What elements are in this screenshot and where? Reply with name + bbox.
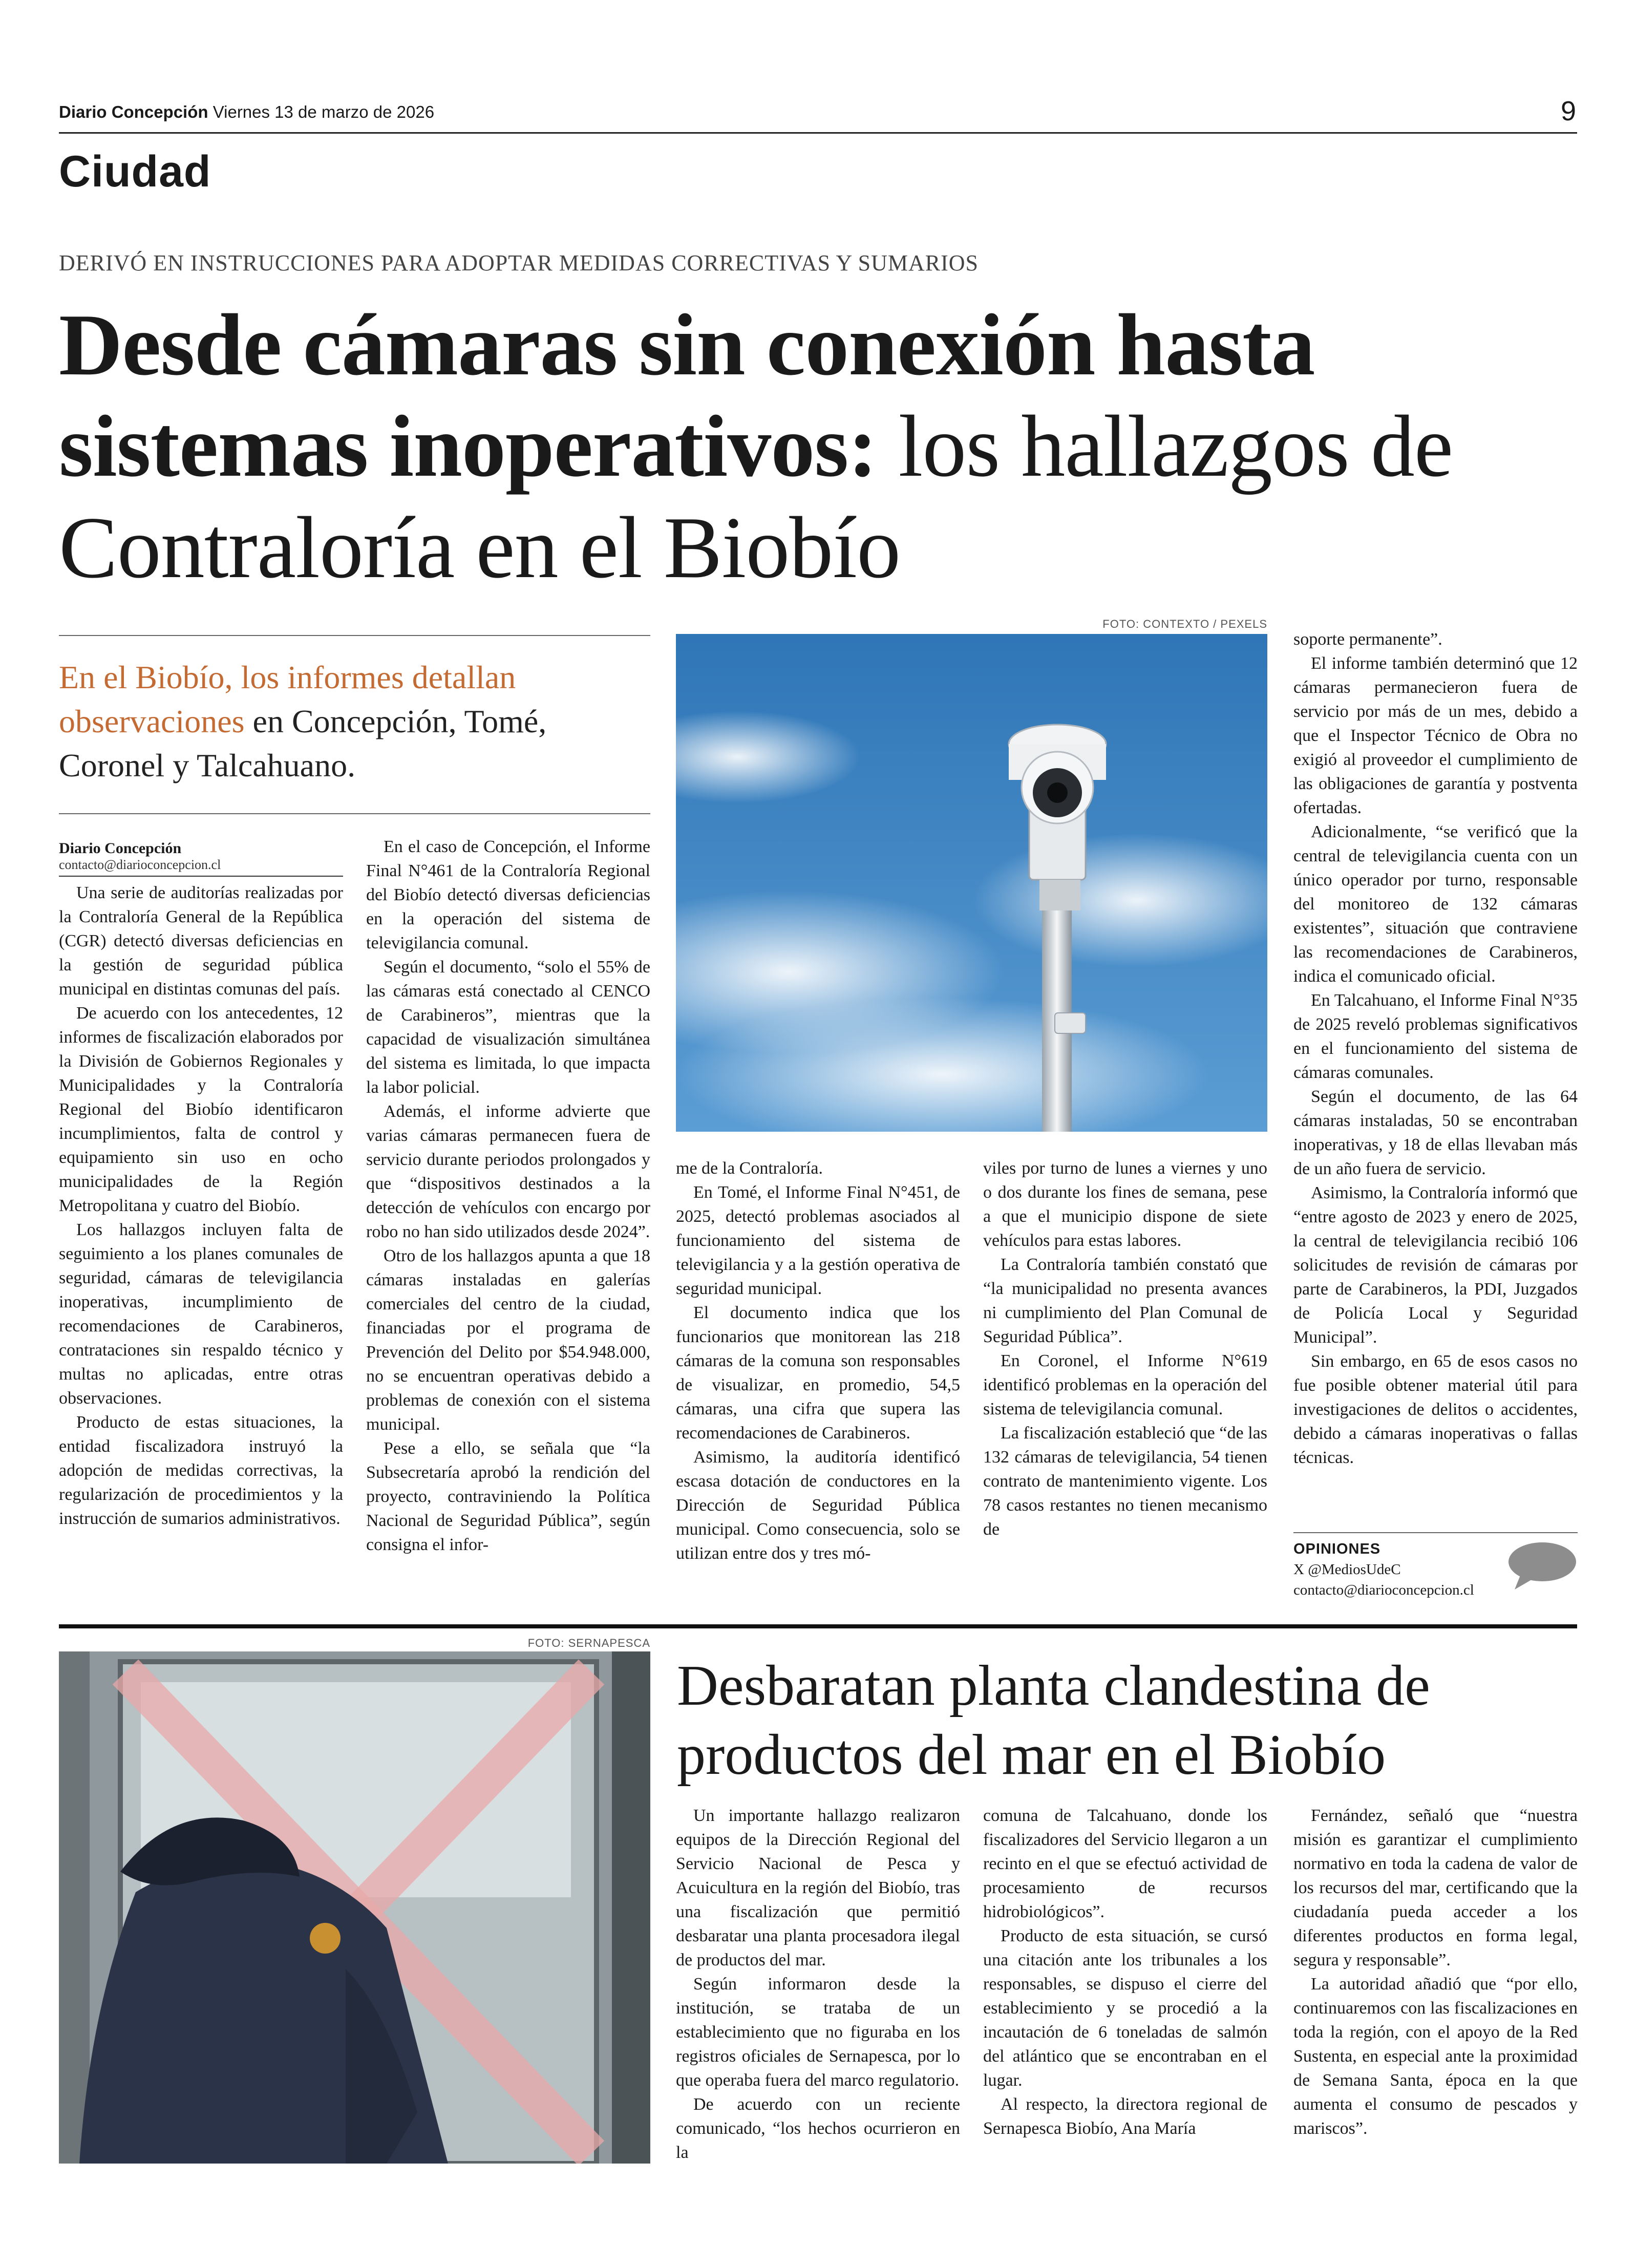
opinions-email: contacto@diarioconcepcion.cl — [1293, 1582, 1474, 1598]
photo-credit: FOTO: CONTEXTO / PEXELS — [1102, 618, 1267, 630]
paragraph: Asimismo, la Contraloría informó que “entre agosto de 2023 y enero de 2025, la central de televigilancia recibió 106 solicitudes de revisión de cámaras por parte de Carabineros, la PDI, Juzgados de Policía Local y Seguridad Municipal”. — [1293, 1183, 1578, 1347]
paragraph: Fernández, señaló que “nuestra misión es garantizar el cumplimiento normativo en toda la cadena de valor de los recursos del mar, certificando que la ciudadanía pueda acceder a los diferentes productos en forma legal, segura y responsable”. — [1293, 1806, 1578, 1969]
deck-rest: en Concepción, Tomé, Coronel y Talcahuano. — [59, 703, 547, 783]
story-divider — [59, 1624, 1577, 1628]
paragraph: Adicionalmente, “se verificó que la central de televigilancia cuenta con un único operador por turno, responsable del monitoreo de 132 cámaras existentes”, situación que contraviene las recomendaciones de Carabineros, indica el comunicado oficial. — [1293, 822, 1578, 986]
speech-bubble-icon — [1505, 1540, 1577, 1592]
camera-pole-photo — [676, 634, 1267, 1132]
paragraph: La Contraloría también constató que “la municipalidad no presenta avances ni cumplimiento del Plan Comunal de Seguridad Pública”. — [983, 1255, 1267, 1346]
paragraph: El documento indica que los funcionarios que monitorean las 218 cámaras de la comuna son responsables de visualizar, en promedio, 54,5 cámaras, una cifra que supera las recomendaciones de Carabineros. — [676, 1303, 960, 1443]
paragraph: Un importante hallazgo realizaron equipos de la Dirección Regional del Servicio Nacional de Pesca y Acuicultura en la región del Biobío, tras una fiscalización que permitió desbaratar una planta procesadora ilegal de productos del mar. — [676, 1806, 960, 1969]
paragraph: En Tomé, el Informe Final N°451, de 2025, detectó problemas asociados al funcionamiento del sistema de televigilancia y a la gestión operativa de seguridad municipal. — [676, 1183, 960, 1298]
story2-column-3 — [1293, 1804, 1578, 2140]
paragraph: me de la Contraloría. — [676, 1159, 823, 1178]
issue-date: Viernes 13 de marzo de 2026 — [213, 102, 435, 121]
paragraph: La autoridad añadió que “por ello, continuaremos con las fiscalizaciones en toda la región, con el apoyo de la Red Sustenta, en especial ante la proximidad de Semana Santa, época en la que aumenta el consumo de pescados y mariscos”. — [1293, 1975, 1578, 2138]
sealed-door-illustration — [59, 1651, 650, 2164]
paragraph: Una serie de auditorías realizadas por la Contraloría General de la República (CGR) detectó diversas deficiencias en la gestión de seguridad pública municipal en distintas comunas del país. — [59, 883, 343, 999]
deck-accent: En el Biobío, los informes detallan observaciones — [59, 659, 516, 739]
paragraph: La fiscalización estableció que “de las 132 cámaras de televigilancia, 54 tienen contrato de mantenimiento vigente. Los 78 casos restantes no tienen mecanismo de — [983, 1424, 1267, 1539]
paragraph: Los hallazgos incluyen falta de seguimiento a los planes comunales de seguridad, cámaras de televigilancia inoperativas, incumplimiento de recomendaciones de Carabineros, contrataciones sin respaldo técnico y multas no aplicadas, entre otras observaciones. — [59, 1220, 343, 1408]
story1-column-4 — [983, 1156, 1267, 1541]
story1-column-3 — [676, 1156, 960, 1565]
camera-pole-illustration — [676, 634, 1267, 1132]
headline-bold: Desde cámaras sin conexión hasta sistemas inoperativos: — [59, 296, 1315, 495]
paragraph: Sin embargo, en 65 de esos casos no fue posible obtener material útil para investigaciones de delitos o accidentes, debido a cámaras inoperativas o fallas técnicas. — [1293, 1352, 1578, 1467]
paragraph: comuna de Talcahuano, donde los fiscalizadores del Servicio llegaron a un recinto en el que se efectuó actividad de procesamiento de recursos hidrobiológicos”. — [983, 1806, 1267, 1921]
deck — [59, 655, 653, 788]
paper-name: Diario Concepción — [59, 102, 208, 121]
deck-rule-bottom — [59, 813, 650, 814]
paragraph: soporte permanente”. — [1293, 630, 1442, 649]
paragraph: Otro de los hallazgos apunta a que 18 cámaras instaladas en galerías comerciales del centro de la ciudad, financiadas por el programa de Prevención del Delito por $54.948.000, no se encuentran operativas debido a problemas de conexión con el sistema municipal. — [366, 1246, 650, 1434]
story2-column-2 — [983, 1804, 1267, 2140]
paragraph: viles por turno de lunes a viernes y uno o dos durante los fines de semana, pese a que el municipio dispone de siete vehículos para estas labores. — [983, 1159, 1267, 1250]
byline-name: Diario Concepción — [59, 840, 182, 857]
paragraph: Además, el informe advierte que varias cámaras permanecen fuera de servicio durante periodos prolongados y que “dispositivos destinados a la detección de vehículos con encargo por robo no han sido utilizados desde 2024”. — [366, 1102, 650, 1241]
paragraph: Producto de estas situaciones, la entidad fiscalizadora instruyó la adopción de medidas correctivas, la regularización de procedimientos y la instrucción de sumarios administrativos. — [59, 1413, 343, 1528]
paragraph: Según informaron desde la institución, se trataba de un establecimiento que no figuraba en los registros oficiales de Sernapesca, por lo que operaba fuera del marco regulatorio. — [676, 1975, 960, 2090]
paragraph: De acuerdo con un reciente comunicado, “los hechos ocurrieron en la — [676, 2095, 960, 2162]
header-rule — [59, 132, 1577, 134]
paragraph: Pese a ello, se señala que “la Subsecretaría aprobó la rendición del proyecto, contraviniendo la Política Nacional de Seguridad Pública”, según consigna el infor- — [366, 1439, 650, 1554]
story2-headline: Desbaratan planta clandestina de productos del mar en el Biobío — [677, 1654, 1430, 1787]
paragraph: Asimismo, la auditoría identificó escasa dotación de conductores en la Dirección de Seguridad Pública municipal. Como consecuencia, solo se utilizan entre dos y tres mó- — [676, 1448, 960, 1563]
story2-column-1 — [676, 1804, 960, 2165]
paragraph: En Coronel, el Informe N°619 identificó problemas en la operación del sistema de televigilancia comunal. — [983, 1351, 1267, 1418]
headline-light: los hallazgos de Contraloría en el Biobío — [59, 398, 1453, 597]
story1-column-1 — [59, 881, 343, 1531]
paragraph: En el caso de Concepción, el Informe Final N°461 de la Contraloría Regional del Biobío detectó diversas deficiencias en la operación del sistema de televigilancia comunal. — [366, 837, 650, 952]
page-number: 9 — [1560, 96, 1576, 126]
story2-photo-credit: FOTO: SERNAPESCA — [527, 1637, 650, 1649]
opinions-x-handle: X @MediosUdeC — [1293, 1561, 1401, 1578]
opinions-box — [1293, 1539, 1508, 1600]
byline-email: contacto@diarioconcepcion.cl — [59, 857, 343, 877]
paragraph: En Talcahuano, el Informe Final N°35 de 2025 reveló problemas significativos en el funcionamiento del sistema de cámaras comunales. — [1293, 991, 1578, 1082]
kicker: DERIVÓ EN INSTRUCCIONES PARA ADOPTAR MEDIDAS CORRECTIVAS Y SUMARIOS — [59, 250, 979, 275]
paragraph: Al respecto, la directora regional de Sernapesca Biobío, Ana María — [983, 2095, 1267, 2138]
story1-column-5 — [1293, 627, 1578, 1470]
folio — [59, 102, 434, 122]
paragraph: De acuerdo con los antecedentes, 12 informes de fiscalización elaborados por la División de Gobiernos Regionales y Municipalidades y la Contraloría Regional del Biobío identificaron incumplimientos, falta de control y equipamiento sin uso en ocho municipalidades de la Región Metropolitana y cuatro del Biobío. — [59, 1004, 343, 1215]
paragraph: Según el documento, de las 64 cámaras instaladas, 50 se encontraban inoperativas, y 18 de ellas llevaban más de un año fuera de servicio. — [1293, 1087, 1578, 1178]
paragraph: Producto de esta situación, se cursó una citación ante los tribunales a los responsables, se dispuso el cierre del establecimiento y se procedió a la incautación de 6 toneladas de salmón del atlántico que se encontraban en el lugar. — [983, 1926, 1267, 2090]
opinions-title: OPINIONES — [1293, 1541, 1381, 1557]
opinions-rule — [1293, 1532, 1578, 1533]
byline — [59, 840, 343, 877]
paragraph: El informe también determinó que 12 cámaras permanecieron fuera de servicio por más de un mes, debido a que el Inspector Técnico de Obra no exigió al proveedor el cumplimiento de las obligaciones de garantía y postventa ofertadas. — [1293, 654, 1578, 817]
inspector-photo — [59, 1651, 650, 2164]
paragraph: Según el documento, “solo el 55% de las cámaras está conectado al CENCO de Carabineros”, mientras que la capacidad de visualización simultánea del sistema es limitada, lo que impacta la labor policial. — [366, 958, 650, 1097]
headline — [59, 294, 1575, 599]
section-title: Ciudad — [59, 147, 211, 196]
deck-rule-top — [59, 635, 650, 636]
story1-column-2 — [366, 835, 650, 1557]
